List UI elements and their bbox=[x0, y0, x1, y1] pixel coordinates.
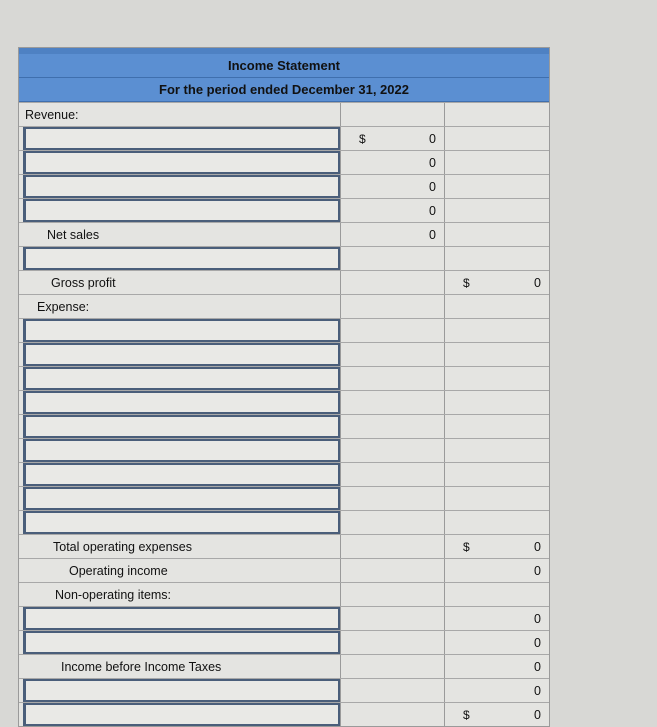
amount-cell[interactable] bbox=[341, 559, 445, 582]
table-row bbox=[19, 630, 549, 654]
label-cell bbox=[19, 223, 341, 246]
amount-value: 0 bbox=[534, 611, 541, 626]
total-cell[interactable] bbox=[445, 319, 549, 342]
table-row bbox=[19, 102, 549, 126]
amount-cell[interactable] bbox=[341, 295, 445, 318]
amount-cell[interactable] bbox=[341, 511, 445, 534]
dollar-sign: $ bbox=[463, 539, 470, 554]
table-row bbox=[19, 606, 549, 630]
amount-cell[interactable] bbox=[341, 679, 445, 702]
row-label: Income before Income Taxes bbox=[61, 659, 222, 674]
table-row bbox=[19, 582, 549, 606]
total-cell[interactable] bbox=[445, 247, 549, 270]
amount-value: 0 bbox=[534, 275, 541, 290]
table-row bbox=[19, 246, 549, 270]
table-row bbox=[19, 654, 549, 678]
amount-cell[interactable] bbox=[341, 343, 445, 366]
row-label: Expense: bbox=[37, 299, 90, 314]
table-row bbox=[19, 198, 549, 222]
label-cell[interactable] bbox=[19, 127, 341, 150]
amount-value: 0 bbox=[534, 683, 541, 698]
label-cell[interactable] bbox=[19, 703, 341, 726]
total-cell[interactable] bbox=[445, 487, 549, 510]
label-cell[interactable] bbox=[19, 247, 341, 270]
table-row bbox=[19, 438, 549, 462]
total-cell[interactable] bbox=[445, 559, 549, 582]
amount-cell[interactable] bbox=[341, 415, 445, 438]
table-row bbox=[19, 414, 549, 438]
table-row bbox=[19, 126, 549, 150]
table-row bbox=[19, 486, 549, 510]
row-label: Revenue: bbox=[25, 107, 79, 122]
label-cell bbox=[19, 535, 341, 558]
account-select-input[interactable] bbox=[23, 199, 340, 222]
total-cell[interactable] bbox=[445, 607, 549, 630]
label-cell bbox=[19, 295, 341, 318]
total-cell[interactable] bbox=[445, 415, 549, 438]
table-row bbox=[19, 510, 549, 534]
amount-cell[interactable] bbox=[341, 703, 445, 726]
account-select-input[interactable] bbox=[23, 247, 340, 270]
account-select-input[interactable] bbox=[23, 343, 340, 366]
total-cell[interactable] bbox=[445, 223, 549, 246]
account-select-input[interactable] bbox=[23, 607, 340, 630]
amount-value: 0 bbox=[534, 659, 541, 674]
amount-cell[interactable] bbox=[341, 535, 445, 558]
amount-value: 0 bbox=[534, 563, 541, 578]
account-select-input[interactable] bbox=[23, 631, 340, 654]
table-row bbox=[19, 534, 549, 558]
label-cell bbox=[19, 271, 341, 294]
amount-cell[interactable] bbox=[341, 199, 445, 222]
row-label: Operating income bbox=[69, 563, 168, 578]
income-statement-table bbox=[18, 47, 550, 727]
total-cell[interactable] bbox=[445, 631, 549, 654]
account-select-input[interactable] bbox=[23, 679, 340, 702]
total-cell[interactable] bbox=[445, 127, 549, 150]
statement-title: Income Statement bbox=[19, 48, 549, 78]
account-select-input[interactable] bbox=[23, 463, 340, 486]
account-select-input[interactable] bbox=[23, 367, 340, 390]
table-row bbox=[19, 702, 549, 726]
amount-cell[interactable] bbox=[341, 631, 445, 654]
account-select-input[interactable] bbox=[23, 175, 340, 198]
label-cell bbox=[19, 655, 341, 678]
amount-value: 0 bbox=[429, 203, 436, 218]
amount-value: 0 bbox=[429, 227, 436, 242]
account-select-input[interactable] bbox=[23, 391, 340, 414]
total-cell[interactable] bbox=[445, 703, 549, 726]
amount-value: 0 bbox=[429, 131, 436, 146]
amount-cell[interactable] bbox=[341, 583, 445, 606]
amount-cell[interactable] bbox=[341, 391, 445, 414]
table-row bbox=[19, 150, 549, 174]
amount-value: 0 bbox=[429, 179, 436, 194]
total-cell[interactable] bbox=[445, 391, 549, 414]
table-row bbox=[19, 318, 549, 342]
label-cell[interactable] bbox=[19, 415, 341, 438]
amount-cell[interactable] bbox=[341, 463, 445, 486]
label-cell bbox=[19, 583, 341, 606]
amount-value: 0 bbox=[429, 155, 436, 170]
label-cell[interactable] bbox=[19, 319, 341, 342]
label-cell[interactable] bbox=[19, 367, 341, 390]
total-cell[interactable] bbox=[445, 655, 549, 678]
amount-cell[interactable] bbox=[341, 607, 445, 630]
table-row bbox=[19, 462, 549, 486]
amount-cell[interactable] bbox=[341, 367, 445, 390]
amount-cell[interactable] bbox=[341, 439, 445, 462]
amount-cell[interactable] bbox=[341, 655, 445, 678]
label-cell[interactable] bbox=[19, 343, 341, 366]
label-cell[interactable] bbox=[19, 463, 341, 486]
amount-cell[interactable] bbox=[341, 271, 445, 294]
amount-cell[interactable] bbox=[341, 175, 445, 198]
total-cell[interactable] bbox=[445, 583, 549, 606]
table-row bbox=[19, 174, 549, 198]
table-row bbox=[19, 366, 549, 390]
row-label: Total operating expenses bbox=[53, 539, 192, 554]
label-cell[interactable] bbox=[19, 439, 341, 462]
label-cell[interactable] bbox=[19, 607, 341, 630]
account-select-input[interactable] bbox=[23, 151, 340, 174]
table-row bbox=[19, 270, 549, 294]
amount-value: 0 bbox=[534, 707, 541, 722]
total-cell[interactable] bbox=[445, 463, 549, 486]
amount-cell[interactable] bbox=[341, 223, 445, 246]
total-cell[interactable] bbox=[445, 439, 549, 462]
table-row bbox=[19, 222, 549, 246]
amount-value: 0 bbox=[534, 539, 541, 554]
amount-cell[interactable] bbox=[341, 127, 445, 150]
total-cell[interactable] bbox=[445, 295, 549, 318]
label-cell[interactable] bbox=[19, 631, 341, 654]
total-cell[interactable] bbox=[445, 199, 549, 222]
account-select-input[interactable] bbox=[23, 415, 340, 438]
table-row bbox=[19, 558, 549, 582]
table-row bbox=[19, 342, 549, 366]
table-row bbox=[19, 390, 549, 414]
label-cell bbox=[19, 559, 341, 582]
row-label: Non-operating items: bbox=[55, 587, 172, 602]
label-cell[interactable] bbox=[19, 511, 341, 534]
statement-period: For the period ended December 31, 2022 bbox=[19, 78, 549, 102]
amount-cell[interactable] bbox=[341, 319, 445, 342]
amount-cell[interactable] bbox=[341, 487, 445, 510]
label-cell[interactable] bbox=[19, 487, 341, 510]
table-row bbox=[19, 294, 549, 318]
total-cell[interactable] bbox=[445, 367, 549, 390]
total-cell[interactable] bbox=[445, 679, 549, 702]
amount-cell[interactable] bbox=[341, 151, 445, 174]
label-cell[interactable] bbox=[19, 199, 341, 222]
row-label: Net sales bbox=[47, 227, 100, 242]
account-select-input[interactable] bbox=[23, 511, 340, 534]
account-select-input[interactable] bbox=[23, 487, 340, 510]
total-cell[interactable] bbox=[445, 343, 549, 366]
account-select-input[interactable] bbox=[23, 127, 340, 150]
account-select-input[interactable] bbox=[23, 319, 340, 342]
label-cell[interactable] bbox=[19, 175, 341, 198]
account-select-input[interactable] bbox=[23, 439, 340, 462]
dollar-sign: $ bbox=[463, 707, 470, 722]
label-cell[interactable] bbox=[19, 391, 341, 414]
total-cell[interactable] bbox=[445, 511, 549, 534]
total-cell[interactable] bbox=[445, 271, 549, 294]
amount-cell[interactable] bbox=[341, 103, 445, 126]
label-cell[interactable] bbox=[19, 679, 341, 702]
total-cell[interactable] bbox=[445, 103, 549, 126]
amount-cell[interactable] bbox=[341, 247, 445, 270]
total-cell[interactable] bbox=[445, 151, 549, 174]
total-cell[interactable] bbox=[445, 175, 549, 198]
total-cell[interactable] bbox=[445, 535, 549, 558]
dollar-sign: $ bbox=[359, 131, 366, 146]
label-cell[interactable] bbox=[19, 151, 341, 174]
row-label: Gross profit bbox=[51, 275, 116, 290]
dollar-sign: $ bbox=[463, 275, 470, 290]
amount-value: 0 bbox=[534, 635, 541, 650]
label-cell bbox=[19, 103, 341, 126]
table-row bbox=[19, 678, 549, 702]
account-select-input[interactable] bbox=[23, 703, 340, 726]
